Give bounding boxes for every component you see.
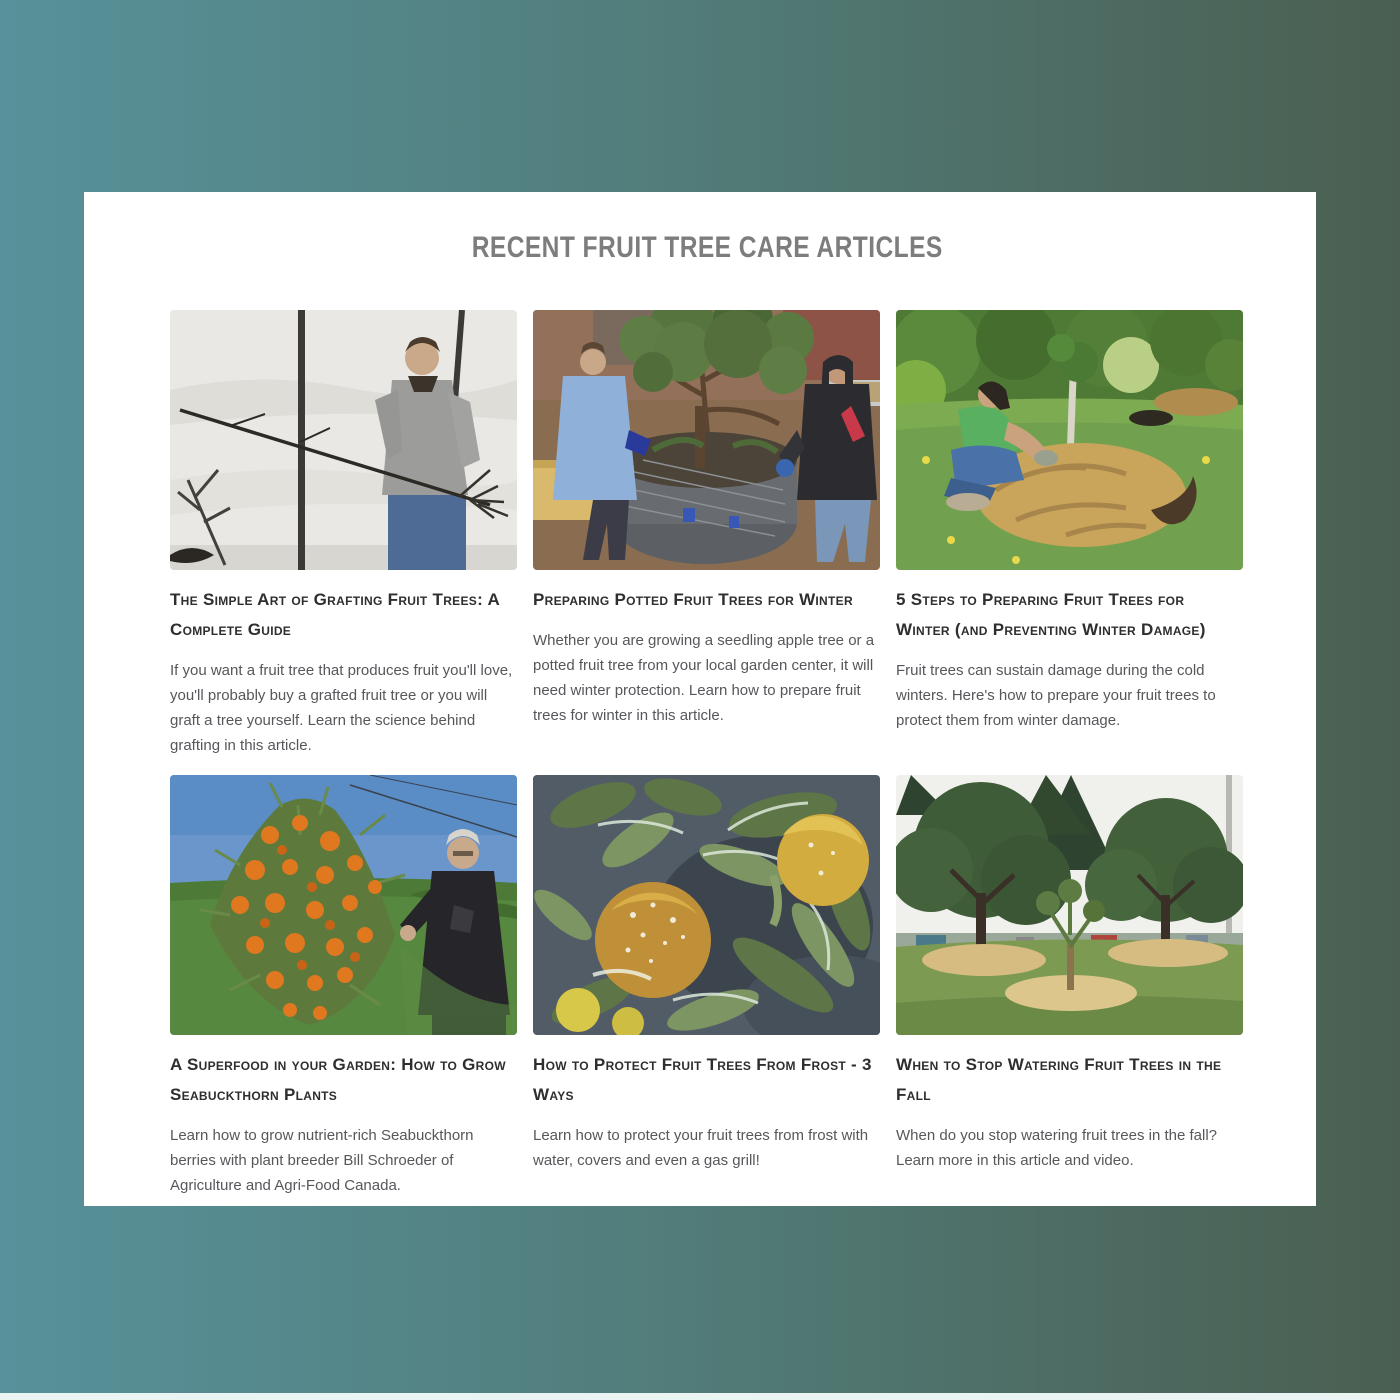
article-description: If you want a fruit tree that produces fruit you'll love, you'll probably buy a grafted fruit tree or you will graft a tree yourself. Learn the science behind grafting in this article.	[170, 662, 513, 754]
article-description: Whether you are growing a seedling apple tree or a potted fruit tree from your local garden center, it will need winter protection. Learn how to prepare fruit trees for winter in this article.	[533, 632, 875, 724]
article-description: Learn how to protect your fruit trees from frost with water, covers and even a gas grill!	[533, 1127, 869, 1169]
articles-grid	[170, 310, 1244, 1198]
mulching-photo	[896, 310, 1243, 570]
article-thumbnail-potted-tree[interactable]	[533, 310, 880, 570]
article-title[interactable]: A Superfood in your Garden: How to Grow Seabuckthorn Plants	[170, 1055, 506, 1104]
article-thumbnail-seabuckthorn[interactable]	[170, 775, 517, 1035]
article-thumbnail-mulching[interactable]	[896, 310, 1243, 570]
article-title[interactable]: The Simple Art of Grafting Fruit Trees: A Complete Guide	[170, 590, 500, 639]
article-thumbnail-frost-citrus[interactable]	[533, 775, 880, 1035]
article-title[interactable]: How to Protect Fruit Trees From Frost - 3 Ways	[533, 1055, 872, 1104]
seabuckthorn-photo	[170, 775, 517, 1035]
article-card	[170, 310, 517, 775]
park-trees-photo	[896, 775, 1243, 1035]
article-title[interactable]: When to Stop Watering Fruit Trees in the Fall	[896, 1055, 1222, 1104]
article-title[interactable]: 5 Steps to Preparing Fruit Trees for Winter (and Preventing Winter Damage)	[896, 590, 1206, 639]
article-description: Learn how to grow nutrient-rich Seabuckthorn berries with plant breeder Bill Schroeder of Agriculture and Agri-Food Canada.	[170, 1127, 474, 1194]
article-card	[896, 775, 1243, 1173]
article-description: Fruit trees can sustain damage during the cold winters. Here's how to prepare your fruit trees to protect them from winter damage.	[896, 662, 1216, 729]
article-card	[896, 310, 1243, 775]
potted-tree-photo	[533, 310, 880, 570]
article-card	[170, 775, 517, 1198]
frost-citrus-photo	[533, 775, 880, 1035]
article-description: When do you stop watering fruit trees in the fall? Learn more in this article and video.	[896, 1127, 1218, 1169]
grafting-photo	[170, 310, 517, 570]
article-thumbnail-park-trees[interactable]	[896, 775, 1243, 1035]
bottom-edge-strip	[0, 1393, 1400, 1400]
article-title[interactable]: Preparing Potted Fruit Trees for Winter	[533, 590, 853, 609]
section-title	[170, 228, 1244, 268]
section-title-text: RECENT FRUIT TREE CARE ARTICLES	[471, 231, 943, 264]
article-card	[533, 775, 880, 1173]
article-card	[533, 310, 880, 775]
articles-panel	[84, 192, 1316, 1206]
article-thumbnail-grafting[interactable]	[170, 310, 517, 570]
